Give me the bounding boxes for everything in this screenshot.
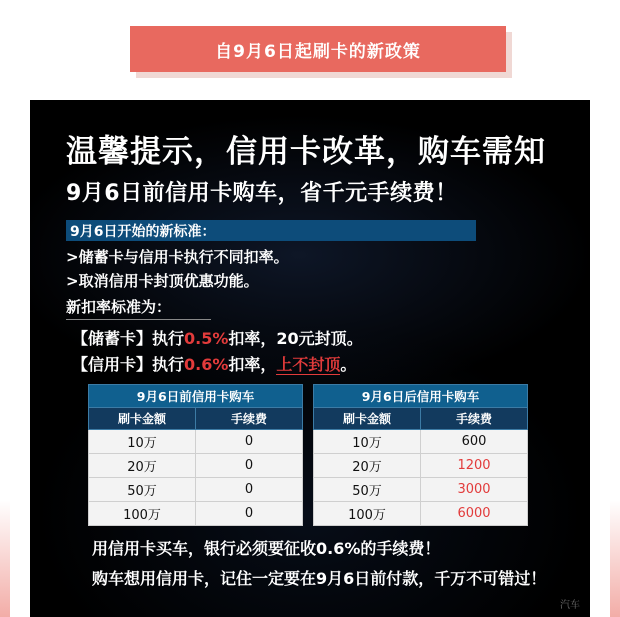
left-edge-glow (0, 500, 10, 617)
highlight-band (66, 220, 476, 241)
table-row (89, 502, 303, 526)
table-row (314, 478, 528, 502)
top-banner-area (0, 0, 620, 100)
banner-title: 自9月6日起刷卡的新政策 (215, 41, 421, 62)
table-after (313, 384, 528, 526)
rule-debit-cap: 20元封顶 (276, 329, 347, 348)
table-after-header-row (314, 408, 528, 430)
table-row (89, 454, 303, 478)
cell-amount: 20万 (89, 454, 196, 478)
cell-amount: 100万 (314, 502, 421, 526)
right-edge-glow (610, 500, 620, 617)
cell-amount: 10万 (89, 430, 196, 454)
rule-credit-suffix: 。 (340, 355, 357, 374)
cell-fee: 600 (421, 430, 528, 454)
table-after-col-fee: 手续费 (421, 408, 528, 430)
highlight-band-text: 9月6日开始的新标准： (70, 224, 216, 240)
rule-line-debit (72, 326, 363, 349)
table-before (88, 384, 303, 526)
footer-line-2: 购车想用信用卡，记住一定要在9月6日前付款，千万不可错过！ (92, 569, 547, 588)
cell-fee: 0 (196, 454, 303, 478)
cell-amount: 100万 (89, 502, 196, 526)
cell-fee: 0 (196, 478, 303, 502)
footer-line-1: 用信用卡买车，银行必须要征收0.6%的手续费！ (92, 539, 441, 558)
table-row (89, 478, 303, 502)
table-before-col-amount: 刷卡金额 (89, 408, 196, 430)
bullet-item-2: >取消信用卡封顶优惠功能。 (66, 272, 259, 290)
cell-amount: 20万 (314, 454, 421, 478)
table-row (314, 430, 528, 454)
poster-image (30, 100, 590, 617)
rule-credit-cap: 上不封顶 (276, 355, 341, 374)
cell-amount: 50万 (314, 478, 421, 502)
cell-fee: 0 (196, 502, 303, 526)
cell-fee: 6000 (421, 502, 528, 526)
rule-debit-rate: 0.5% (184, 329, 229, 348)
poster-subheadline: 9月6日前信用卡购车，省千元手续费！ (66, 181, 458, 206)
watermark-text: 汽车 (560, 600, 580, 611)
rule-credit-prefix: 【信用卡】执行 (72, 355, 185, 374)
cell-amount: 50万 (89, 478, 196, 502)
table-before-title: 9月6日前信用卡购车 (89, 385, 303, 408)
cell-amount: 10万 (314, 430, 421, 454)
rule-section-title: 新扣率标准为： (66, 296, 211, 320)
table-row (89, 430, 303, 454)
cell-fee: 3000 (421, 478, 528, 502)
table-before-col-fee: 手续费 (196, 408, 303, 430)
comparison-tables (88, 384, 528, 523)
table-row (314, 502, 528, 526)
table-before-header-row (89, 408, 303, 430)
rule-debit-middle: 扣率， (228, 329, 277, 348)
banner (130, 26, 506, 72)
table-row (314, 454, 528, 478)
table-after-title-row (314, 385, 528, 408)
cell-fee: 1200 (421, 454, 528, 478)
rule-line-credit (72, 352, 356, 375)
bullet-item-1: >储蓄卡与信用卡执行不同扣率。 (66, 248, 289, 266)
rule-debit-prefix: 【储蓄卡】执行 (72, 329, 185, 348)
table-after-col-amount: 刷卡金额 (314, 408, 421, 430)
rule-credit-middle: 扣率， (228, 355, 277, 374)
cell-fee: 0 (196, 430, 303, 454)
rule-debit-suffix: 。 (346, 329, 363, 348)
table-after-title: 9月6日后信用卡购车 (314, 385, 528, 408)
poster-headline: 温馨提示，信用卡改革，购车需知 (66, 134, 546, 170)
rule-credit-rate: 0.6% (184, 355, 229, 374)
table-before-title-row (89, 385, 303, 408)
